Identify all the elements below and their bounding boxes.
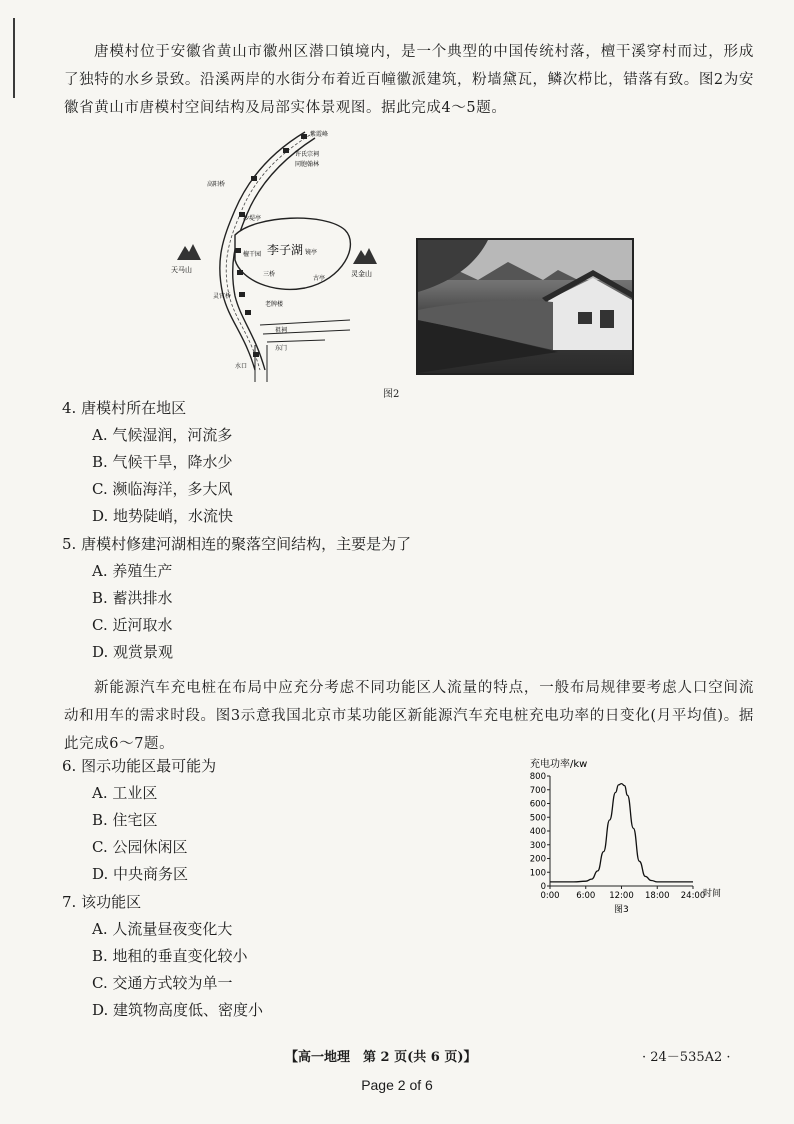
margin-line [13,18,15,98]
y-tick-label: 500 [529,813,546,824]
marker-1 [301,134,307,139]
q7-option-d[interactable]: D. 建筑物高度低、密度小 [92,1001,264,1019]
footer-title: 【高一地理 第 2 页(共 6 页)】 [285,1050,477,1065]
passage-tangmo: 唐模村位于安徽省黄山市徽州区潜口镇境内，是一个典型的中国传统村落，檀干溪穿村而过，形成了独特的水乡景致。沿溪两岸的水街分布着近百幢徽派建筑，粉墙黛瓦，鳞次栉比，错落有致。图2为安徽省黄山市唐模村空间结构及局部实体景观图。据此完成4～5题。 [64,44,754,116]
q6-option-d[interactable]: D. 中央商务区 [92,865,189,883]
village-photo [416,238,634,375]
window-2 [600,310,614,328]
mountain-left-label: 天马山 [171,266,192,274]
fig3-caption: 图3 [614,905,629,915]
fig2-caption: 图2 [383,389,400,400]
map-label-13: 东门 [275,345,288,352]
q4-option-c[interactable]: C. 濒临海洋，多大风 [92,480,233,498]
marker-6 [237,270,243,275]
page-indicator: Page 2 of 6 [361,1077,433,1093]
q6-option-c[interactable]: C. 公园休闲区 [92,838,188,856]
map-label-5: 沙堤亭 [243,215,262,222]
chart-xlabel: 时间 [703,889,722,899]
photo-scene [418,240,632,373]
q4-option-d[interactable]: D. 地势陡峭，水流快 [92,507,234,525]
tangmo-village-map [155,120,395,385]
map-label-10: 三桥 [263,271,276,278]
chart-ylabel: 充电功率/kw [530,759,588,770]
question-7-stem: 7. 该功能区 [62,893,142,911]
map-label-6: 檀干园 [243,251,262,258]
marker-9 [253,352,259,357]
mountain-right-label: 灵金山 [351,270,372,278]
y-tick-label: 800 [529,772,546,782]
question-4-stem: 4. 唐模村所在地区 [62,399,187,417]
map-label-14: 水口 [235,363,248,370]
map-label-11: 老牌楼 [265,301,284,308]
q6-option-b[interactable]: B. 住宅区 [92,811,158,829]
y-tick-label: 400 [529,827,546,837]
q4-option-a[interactable]: A. 气候湿润，河流多 [92,426,233,444]
y-tick-label: 700 [529,785,546,796]
mountain-right-icon [353,248,377,264]
map-label-1: 紫霞峰 [310,131,329,138]
q7-option-b[interactable]: B. 地租的垂直变化较小 [92,947,248,965]
y-tick-group [530,772,550,892]
y-tick-label: 100 [529,868,546,879]
question-5-stem: 5. 唐模村修建河湖相连的聚落空间结构，主要是为了 [62,535,412,553]
map-label-4: 同胞翰林 [295,161,320,168]
marker-5 [235,248,241,253]
x-tick-label: 6:00 [576,891,596,901]
x-tick-label: 24:00 [680,891,706,901]
map-label-12: 祖祠 [275,327,288,334]
window-1 [578,312,592,324]
passage-charging: 新能源汽车充电桩在布局中应充分考虑不同功能区人流量的特点，一般布局规律要考虑人口空间流动和用车的需求时段。图3示意我国北京市某功能区新能源汽车充电桩充电功率的日变化(月平均值)。据此完成6～7题。 [64,680,754,752]
y-tick-label: 200 [529,854,546,865]
q4-option-b[interactable]: B. 气候干旱，降水少 [92,453,233,471]
y-tick-label: 600 [529,799,546,810]
power-series-line [550,784,693,882]
q7-option-a[interactable]: A. 人流量昼夜变化大 [92,920,233,938]
q5-option-a[interactable]: A. 养殖生产 [92,562,173,580]
y-tick-label: 0 [540,882,546,892]
charging-power-chart [528,758,728,918]
x-tick-label: 12:00 [609,891,634,901]
y-tick-label: 300 [529,840,546,851]
road-1 [260,320,350,325]
marker-8 [245,310,251,315]
marker-2 [283,148,289,153]
q7-option-c[interactable]: C. 交通方式较为单一 [92,974,233,992]
q5-option-d[interactable]: D. 观赏景观 [92,643,174,661]
x-tick-group [540,886,705,901]
map-label-3: 许氏宗祠 [295,151,320,158]
q5-option-b[interactable]: B. 蓄洪排水 [92,589,173,607]
mountain-left-icon [177,244,201,260]
x-tick-label: 18:00 [645,891,670,901]
map-label-7: 灵官桥 [213,293,232,300]
footer-code: · 24－535A2 · [642,1050,731,1065]
map-label-8: 镜亭 [305,249,318,256]
lake-label: 李子湖 [267,243,304,257]
map-label-2: 高阳桥 [207,181,226,188]
x-tick-label: 0:00 [540,891,560,901]
q6-option-a[interactable]: A. 工业区 [92,784,158,802]
map-label-9: 古亭 [313,275,326,282]
marker-7 [239,292,245,297]
marker-3 [251,176,257,181]
road-3 [267,340,325,342]
q5-option-c[interactable]: C. 近河取水 [92,616,173,634]
question-6-stem: 6. 图示功能区最可能为 [62,757,217,775]
